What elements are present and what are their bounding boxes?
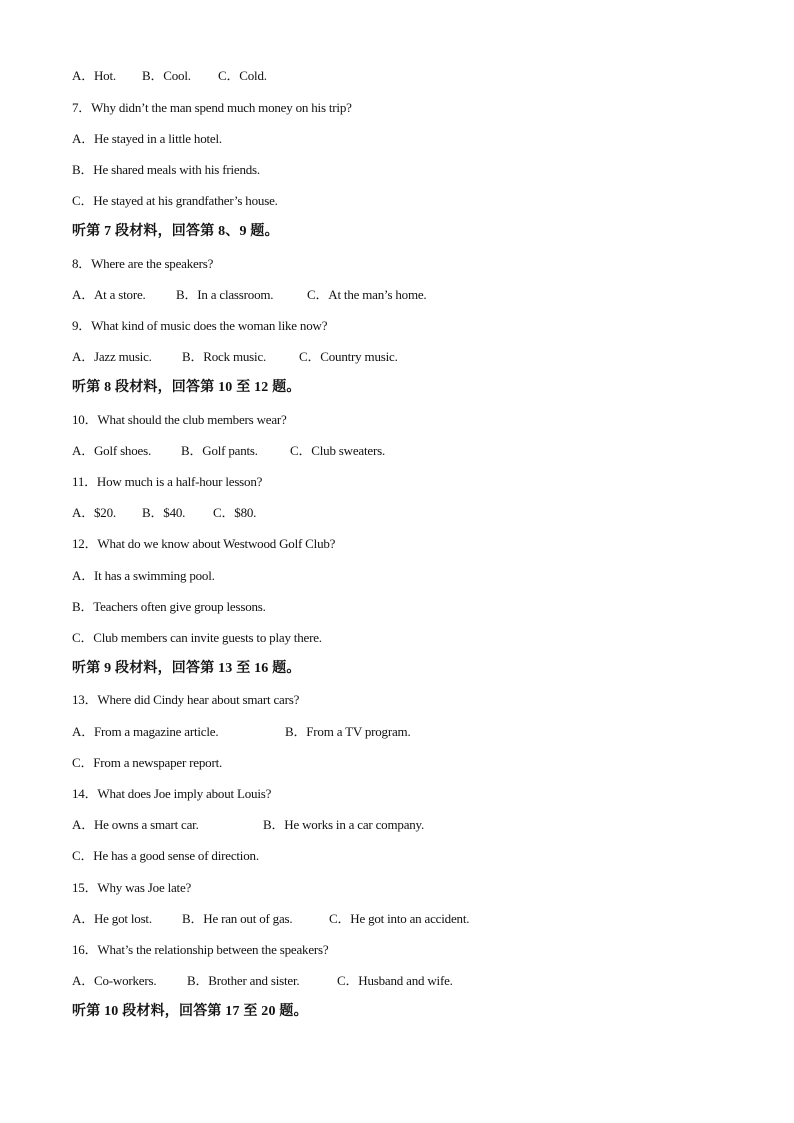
question-text: 10．What should the club members wear?	[72, 412, 287, 427]
section-heading: 听第 10 段材料，回答第 17 至 20 题。	[72, 1004, 308, 1019]
answer-option: C．Club members can invite guests to play there.	[72, 630, 322, 645]
question-text: 14．What does Joe imply about Louis?	[72, 786, 272, 801]
answer-option: C．At the man’s home.	[307, 287, 427, 302]
question-text: 9．What kind of music does the woman like now?	[72, 318, 328, 333]
answer-option: B．$40.	[142, 505, 186, 520]
answer-option: B．Golf pants.	[181, 443, 258, 458]
answer-option: C．$80.	[213, 505, 257, 520]
answer-option: A．At a store.	[72, 287, 146, 302]
question-text: 7．Why didn’t the man spend much money on his trip?	[72, 100, 352, 115]
answer-option: C．He has a good sense of direction.	[72, 848, 259, 863]
answer-option: C．From a newspaper report.	[72, 755, 223, 770]
answer-option: A．Hot.	[72, 68, 116, 83]
answer-option: C．Country music.	[299, 349, 398, 364]
answer-option: A．Co-workers.	[72, 973, 157, 988]
answer-option: A．From a magazine article.	[72, 724, 219, 739]
answer-option: B．Rock music.	[182, 349, 267, 364]
question-text: 15．Why was Joe late?	[72, 880, 192, 895]
question-text: 16．What’s the relationship between the speakers?	[72, 942, 329, 957]
section-heading: 听第 8 段材料，回答第 10 至 12 题。	[72, 380, 301, 395]
answer-option: A．He stayed in a little hotel.	[72, 131, 222, 146]
answer-option: A．Golf shoes.	[72, 443, 152, 458]
question-text: 8．Where are the speakers?	[72, 256, 214, 271]
answer-option: B．Brother and sister.	[187, 973, 300, 988]
answer-option: B．Cool.	[142, 68, 191, 83]
question-text: 13．Where did Cindy hear about smart cars?	[72, 692, 300, 707]
answer-option: B．From a TV program.	[285, 724, 411, 739]
answer-option: C．Club sweaters.	[290, 443, 386, 458]
question-text: 11．How much is a half-hour lesson?	[72, 474, 263, 489]
answer-option: B．Teachers often give group lessons.	[72, 599, 266, 614]
answer-option: A．He got lost.	[72, 911, 152, 926]
answer-option: B．He shared meals with his friends.	[72, 162, 260, 177]
answer-option: A．$20.	[72, 505, 116, 520]
answer-option: C．He got into an accident.	[329, 911, 470, 926]
answer-option: A．Jazz music.	[72, 349, 152, 364]
question-text: 12．What do we know about Westwood Golf Club?	[72, 536, 336, 551]
answer-option: B．He ran out of gas.	[182, 911, 293, 926]
section-heading: 听第 9 段材料，回答第 13 至 16 题。	[72, 661, 301, 676]
answer-option: C．Husband and wife.	[337, 973, 453, 988]
answer-option: B．In a classroom.	[176, 287, 274, 302]
answer-option: C．Cold.	[218, 68, 267, 83]
answer-option: A．It has a swimming pool.	[72, 568, 215, 583]
answer-option: C．He stayed at his grandfather’s house.	[72, 193, 278, 208]
answer-option: A．He owns a smart car.	[72, 817, 199, 832]
section-heading: 听第 7 段材料，回答第 8、9 题。	[72, 224, 279, 239]
answer-option: B．He works in a car company.	[263, 817, 425, 832]
